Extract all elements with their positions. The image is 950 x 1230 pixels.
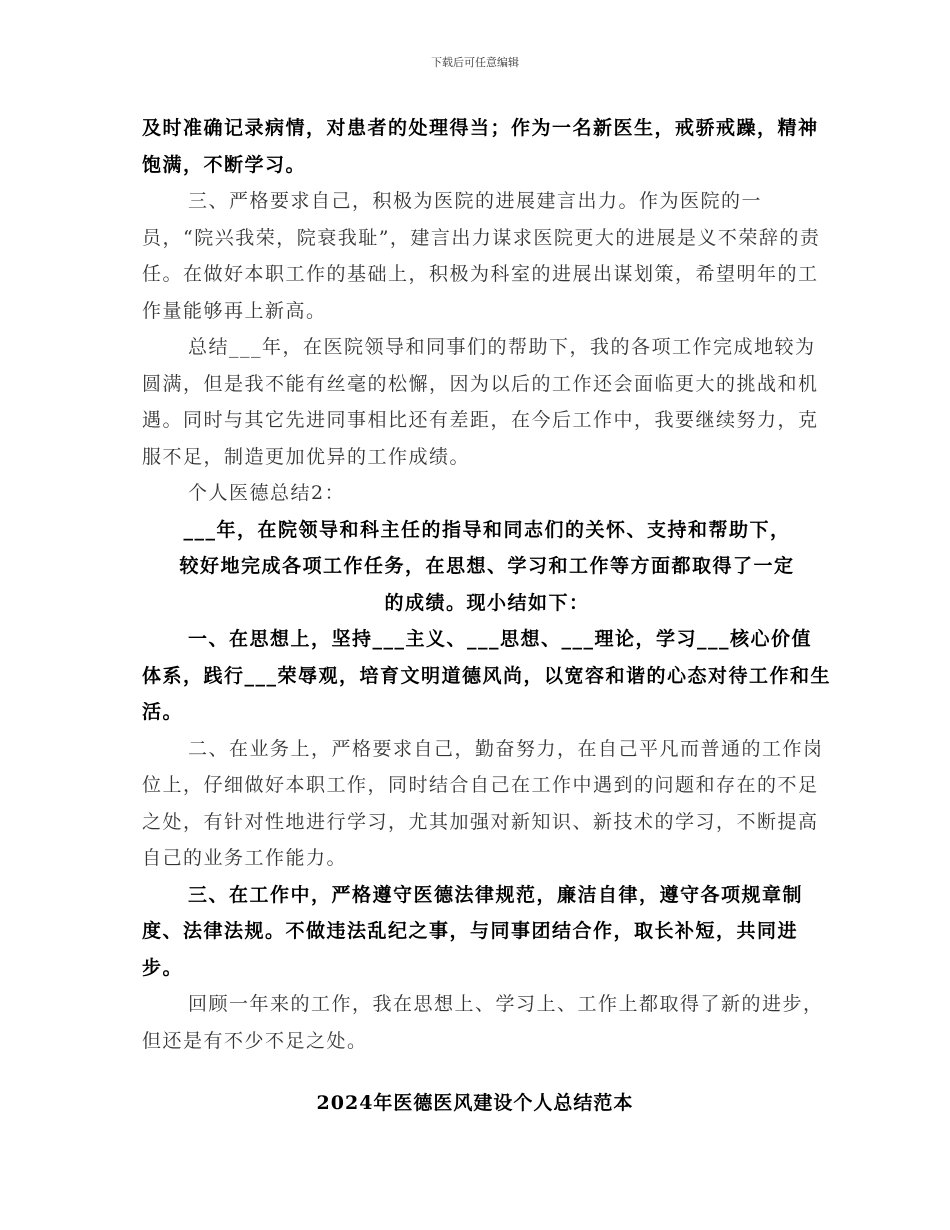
- page-header-note: 下载后可任意编辑: [431, 56, 519, 69]
- paragraph-business: 二、在业务上，严格要求自己，勤奋努力，在自己平凡而普通的工作岗位上，仔细做好本职工作，同时结合自己在工作中遇到的问题和存在的不足之处，有针对性地进行学习，尤其加强对新知识、新技术的学习，不断提高自己的业务工作能力。: [142, 737, 824, 869]
- paragraph-intro-line-2: 较好地完成各项工作任务，在思想、学习和工作等方面都取得了一定: [179, 555, 795, 577]
- paragraph-continuation: 及时准确记录病情，对患者的处理得当；作为一名新医生，戒骄戒躁，精神饱满，不断学习。: [142, 117, 819, 176]
- paragraph-thought: 一、在思想上，坚持___主义、___思想、___理论，学习___核心价值体系，践行___荣辱观，培育文明道德风尚，以宽容和谐的心态对待工作和生活。: [142, 628, 832, 723]
- paragraph-work: 三、在工作中，严格遵守医德法律规范，廉洁自律，遵守各项规章制度、法律法规。不做违法乱纪之事，与同事团结合作，取长补短，共同进步。: [142, 883, 804, 979]
- paragraph-intro-line-3: 的成绩。现小结如下：: [384, 591, 590, 614]
- paragraph-intro-line-1: ___年，在院领导和科主任的指导和同志们的关怀、支持和帮助下，: [183, 518, 791, 541]
- document-body: [142, 110, 832, 1059]
- paragraph-review: 回顾一年来的工作，我在思想上、学习上、工作上都取得了新的进步，但还是有不少不足之处。: [142, 993, 824, 1052]
- paragraph-summary: 总结___年，在医院领导和同事们的帮助下，我的各项工作完成地较为圆满，但是我不能有丝毫的松懈，因为以后的工作还会面临更大的挑战和机遇。同时与其它先进同事相比还有差距，在今后工作中，我要继续努力，克服不足，制造更加优异的工作成绩。: [142, 336, 819, 468]
- paragraph-subheading: 个人医德总结2：: [188, 482, 346, 504]
- document-title: 2024年医德医风建设个人总结范本: [316, 1092, 634, 1114]
- paragraph-section-three: 三、严格要求自己，积极为医院的进展建言出力。作为医院的一员，“院兴我荣，院衰我耻”，建言出力谋求医院更大的进展是义不荣辞的责任。在做好本职工作的基础上，积极为科室的进展出谋划策，希望明年的工作量能够再上新高。: [142, 190, 821, 322]
